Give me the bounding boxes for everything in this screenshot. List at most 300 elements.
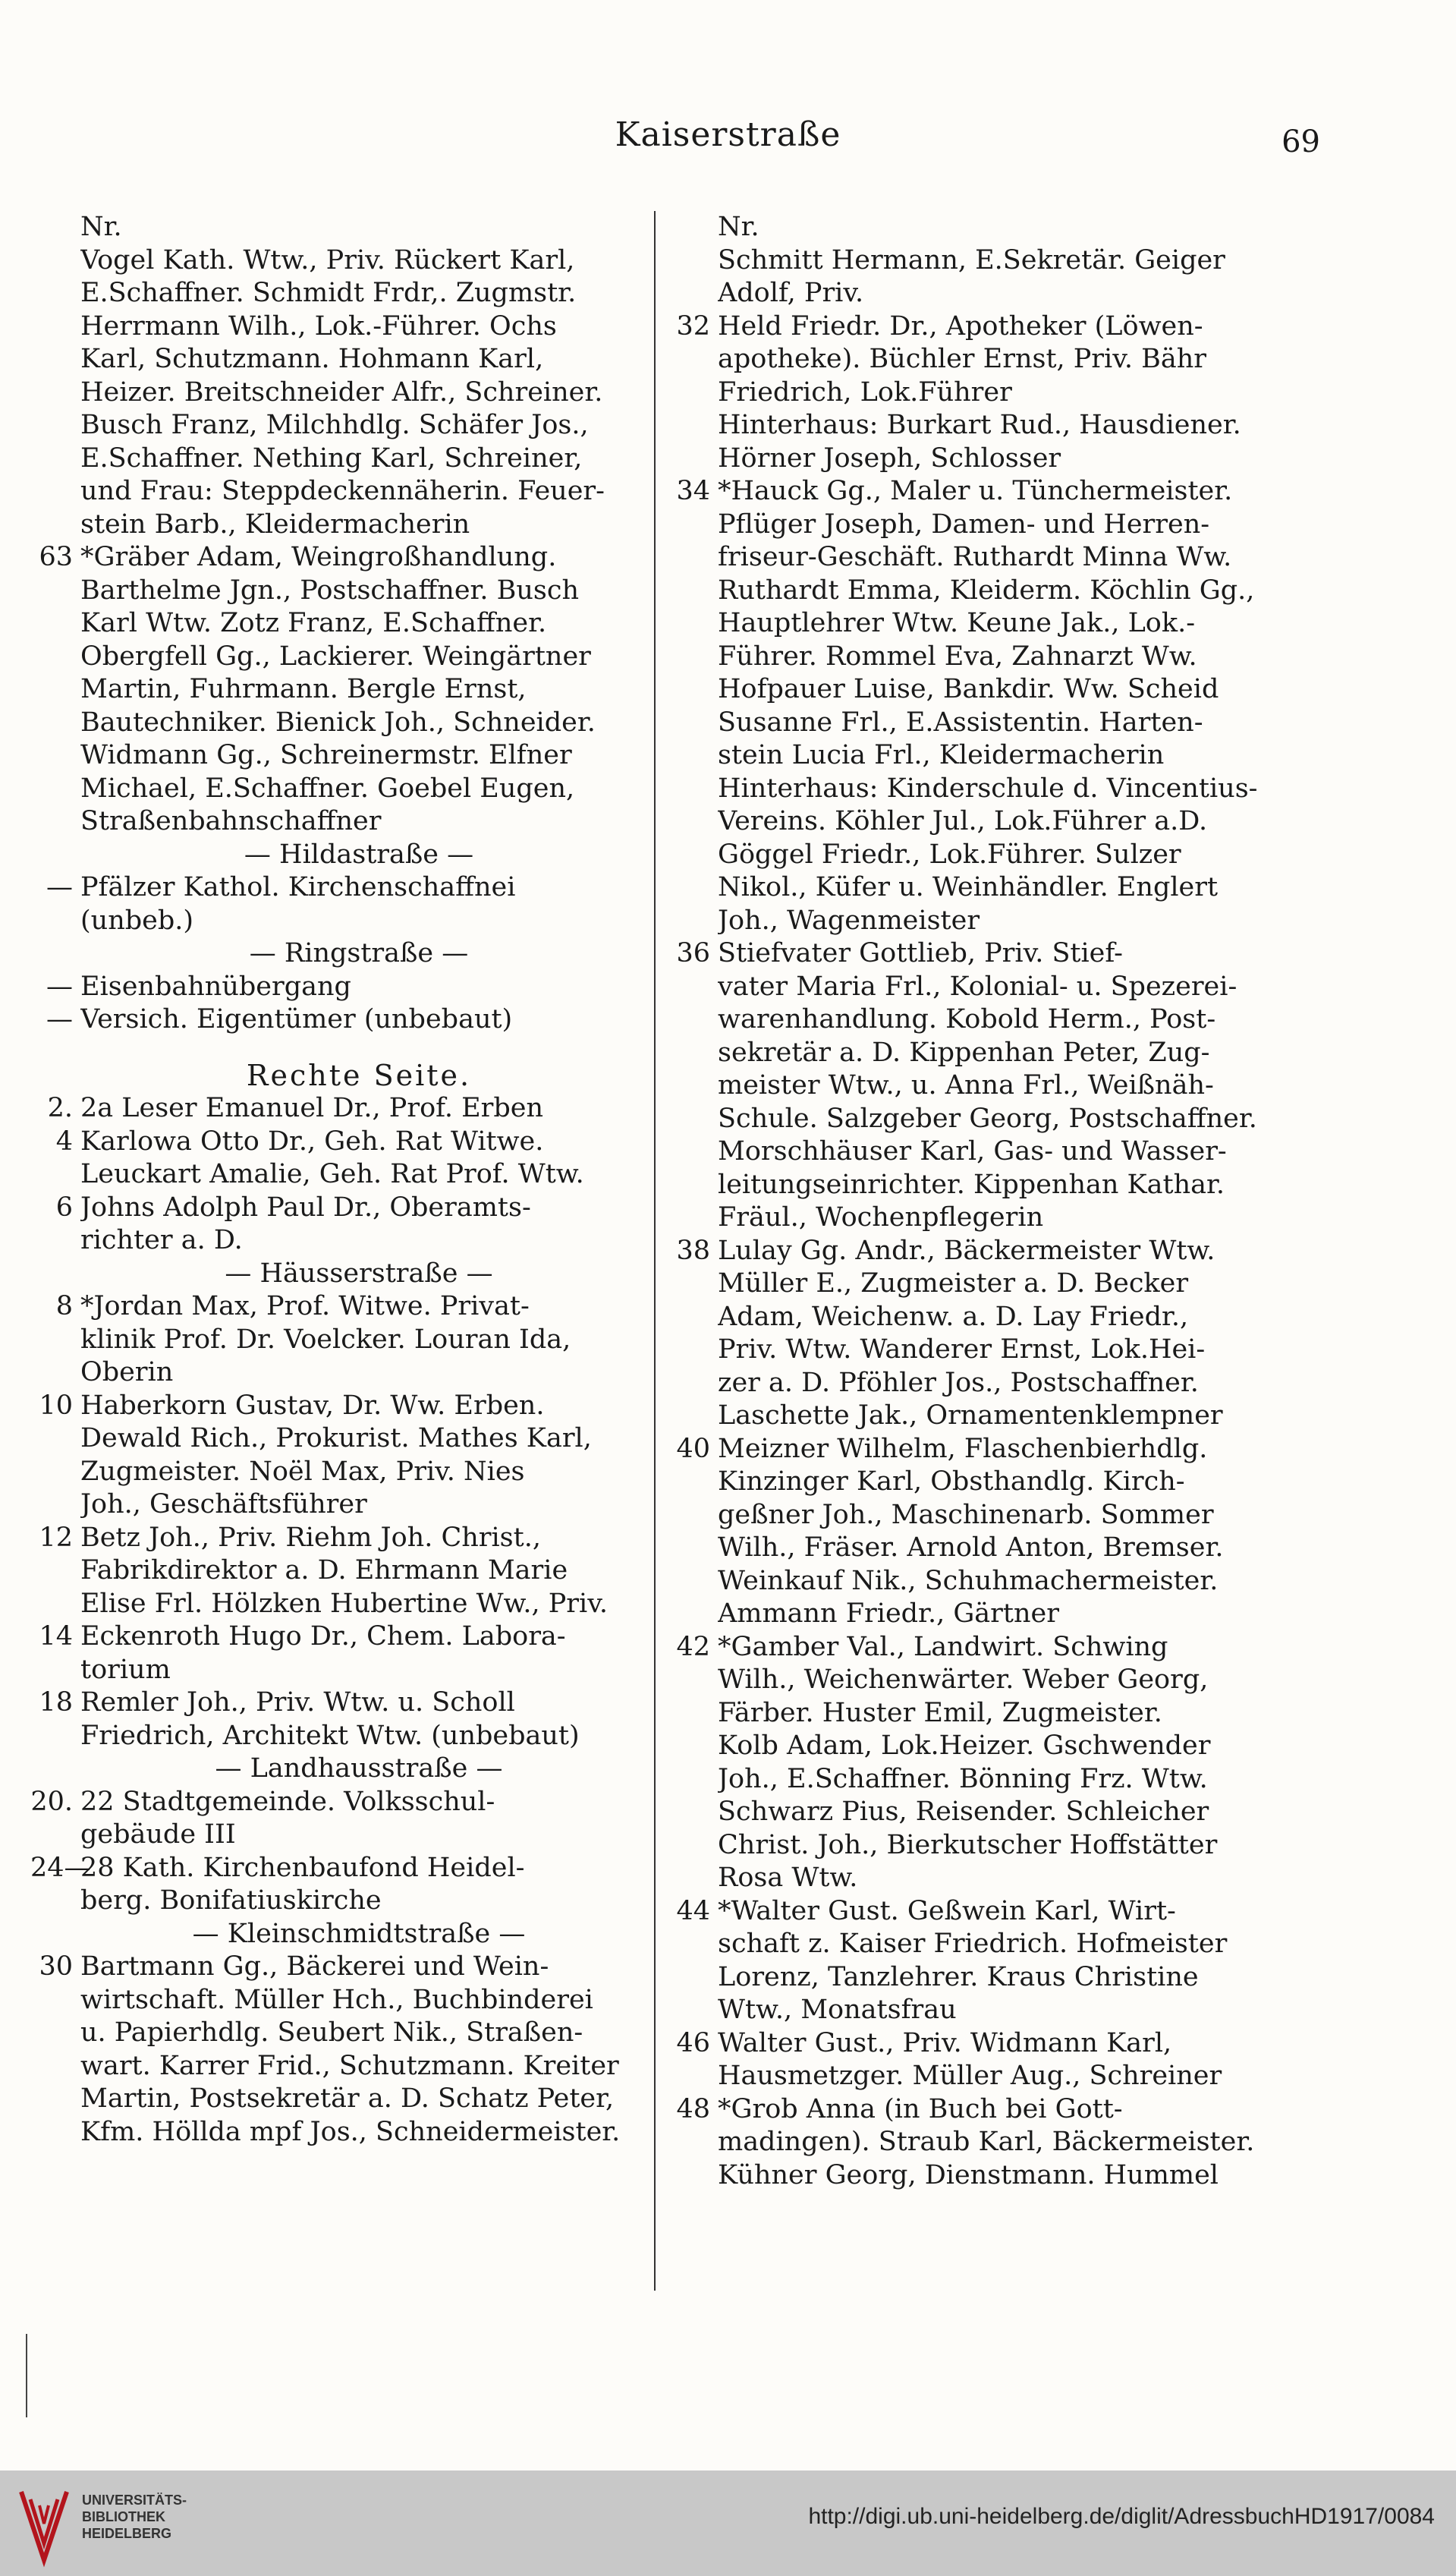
directory-line: [668, 376, 1297, 410]
entry-text: *Gräber Adam, Weingroßhandlung.: [80, 542, 557, 572]
street-heading: [30, 1752, 637, 1786]
directory-line: [30, 1003, 637, 1037]
directory-line: [668, 2126, 1297, 2159]
house-number: 40: [676, 1433, 710, 1464]
entry-text: Schule. Salzgeber Georg, Postschaffner.: [718, 1103, 1257, 1134]
directory-line: [30, 541, 637, 575]
directory-line: [668, 442, 1297, 476]
entry-text: Christ. Joh., Bierkutscher Hoffstätter: [718, 1829, 1218, 1860]
house-number: [30, 211, 80, 244]
directory-line: [668, 1829, 1297, 1863]
house-number: [668, 1664, 718, 1697]
house-number: [30, 475, 80, 509]
house-number: [30, 1356, 80, 1390]
left-column: [30, 211, 637, 2149]
house-number: [30, 739, 80, 773]
house-number: [668, 1928, 718, 1961]
house-number: [668, 575, 718, 608]
house-number: [30, 244, 80, 278]
house-number: [668, 673, 718, 707]
house-number: [668, 641, 718, 674]
directory-line: [668, 1895, 1297, 1929]
entry-text: Haberkorn Gustav, Dr. Ww. Erben.: [80, 1390, 545, 1421]
house-number: [668, 1103, 718, 1136]
entry-text: Rosa Wtw.: [718, 1863, 858, 1893]
entry-text: sekretär a. D. Kippenhan Peter, Zug-: [718, 1037, 1210, 1068]
entry-text: — Landhausstraße —: [215, 1753, 503, 1784]
entry-text: wirtschaft. Müller Hch., Buchbinderei: [80, 1984, 593, 2015]
directory-line: [668, 1069, 1297, 1103]
entry-text: Heizer. Breitschneider Alfr., Schreiner.: [80, 376, 603, 408]
directory-line: [30, 442, 637, 476]
house-number: [668, 1796, 718, 1829]
house-number: [668, 409, 718, 442]
directory-line: [30, 971, 637, 1004]
directory-line: [30, 1192, 637, 1225]
directory-line: [30, 1224, 637, 1258]
entry-text: *Grob Anna (in Buch bei Gott-: [718, 2093, 1123, 2124]
entry-text: Busch Franz, Milchhdlg. Schäfer Jos.,: [80, 410, 589, 440]
house-number: [30, 343, 80, 376]
directory-line: [30, 1522, 637, 1555]
house-number: [30, 2017, 80, 2050]
house-number: [668, 1169, 718, 1202]
entry-text: Walter Gust., Priv. Widmann Karl,: [718, 2027, 1172, 2058]
spacer: [30, 1037, 637, 1060]
entry-text: Susanne Frl., E.Assistentin. Harten-: [718, 707, 1203, 738]
entry-text: — Kleinschmidtstraße —: [192, 1918, 526, 1949]
directory-line: [30, 211, 637, 244]
entry-text: Pfälzer Kathol. Kirchenschaffnei: [80, 872, 516, 902]
entry-text: Wilh., Weichenwärter. Weber Georg,: [718, 1664, 1209, 1695]
house-number: 32: [676, 310, 710, 342]
house-number: [668, 2159, 718, 2193]
entry-text: Friedrich, Lok.Führer: [718, 376, 1012, 408]
directory-line: [30, 1422, 637, 1456]
entry-text: Färber. Huster Emil, Zugmeister.: [718, 1697, 1162, 1728]
house-number: [668, 1532, 718, 1565]
entry-text: Wtw., Monatsfrau: [718, 1995, 957, 2025]
directory-line: [668, 607, 1297, 641]
side-heading: [30, 1060, 637, 1093]
directory-line: [30, 575, 637, 608]
directory-line: [668, 1103, 1297, 1136]
directory-line: [30, 1126, 637, 1159]
directory-line: [668, 575, 1297, 608]
house-number: [30, 1918, 80, 1951]
source-url-link[interactable]: http://digi.ub.uni-heidelberg.de/diglit/AdressbuchHD1917/0084: [808, 2504, 1435, 2529]
entry-text: Eisenbahnübergang: [80, 971, 351, 1002]
house-number: [668, 1334, 718, 1367]
house-number: [30, 442, 80, 476]
entry-text: Oberin: [80, 1357, 174, 1387]
entry-text: E.Schaffner. Nething Karl, Schreiner,: [80, 442, 583, 474]
house-number: [30, 1819, 80, 1852]
house-number: 42: [676, 1631, 710, 1662]
entry-text: 2a Leser Emanuel Dr., Prof. Erben: [80, 1093, 544, 1123]
house-number: [668, 1268, 718, 1301]
entry-text: madingen). Straub Karl, Bäckermeister.: [718, 2127, 1255, 2157]
house-number: [668, 1037, 718, 1070]
directory-line: [30, 1951, 637, 1984]
directory-line: [30, 739, 637, 773]
library-name-line: HEIDELBERG: [82, 2526, 172, 2541]
directory-line: [30, 1356, 637, 1390]
entry-text: Bartmann Gg., Bäckerei und Wein-: [80, 1951, 549, 1982]
directory-line: [668, 1334, 1297, 1367]
directory-line: [668, 1301, 1297, 1334]
directory-line: [30, 1819, 637, 1852]
directory-line: [30, 310, 637, 344]
entry-text: Hörner Joseph, Schlosser: [718, 442, 1061, 474]
house-number: [30, 1224, 80, 1258]
entry-text: friseur-Geschäft. Ruthardt Minna Ww.: [718, 542, 1232, 572]
entry-text: Kinzinger Karl, Obsthandlg. Kirch-: [718, 1466, 1185, 1497]
directory-line: [668, 1763, 1297, 1797]
entry-text: Zugmeister. Noël Max, Priv. Nies: [80, 1456, 525, 1487]
directory-line: [30, 641, 637, 674]
house-number: [30, 673, 80, 707]
house-number: 4: [55, 1126, 73, 1157]
entry-text: Nr.: [718, 212, 759, 242]
entry-text: Kfm. Höllda mpf Jos., Schneidermeister.: [80, 2116, 621, 2147]
house-number: [668, 707, 718, 740]
directory-line: [30, 1654, 637, 1687]
entry-text: Fabrikdirektor a. D. Ehrmann Marie: [80, 1555, 568, 1586]
house-number: [30, 310, 80, 344]
entry-text: — Ringstraße —: [249, 938, 469, 968]
house-number: [30, 1720, 80, 1753]
house-number: [30, 1885, 80, 1918]
entry-text: leitungseinrichter. Kippenhan Kathar.: [718, 1169, 1225, 1200]
directory-line: [668, 277, 1297, 310]
house-number: [668, 773, 718, 806]
house-number: 44: [676, 1895, 710, 1926]
entry-text: warenhandlung. Kobold Herm., Post-: [718, 1004, 1216, 1034]
directory-line: [668, 2060, 1297, 2093]
entry-text: Joh., E.Schaffner. Bönning Frz. Wtw.: [718, 1763, 1208, 1794]
directory-line: [30, 2017, 637, 2050]
house-number: 12: [39, 1522, 73, 1553]
house-number: [30, 1037, 80, 1060]
house-number: 34: [676, 476, 710, 506]
directory-line: [30, 1456, 637, 1489]
directory-line: [668, 1961, 1297, 1995]
directory-line: [30, 1686, 637, 1720]
directory-line: [668, 2027, 1297, 2061]
entry-text: *Walter Gust. Geßwein Karl, Wirt-: [718, 1895, 1176, 1926]
house-number: [668, 1697, 718, 1730]
entry-text: — Häusserstraße —: [225, 1258, 493, 1289]
entry-text: Betz Joh., Priv. Riehm Joh. Christ.,: [80, 1522, 541, 1553]
house-number: [668, 1862, 718, 1895]
directory-line: [668, 707, 1297, 740]
directory-line: [668, 1928, 1297, 1961]
street-heading: [30, 1258, 637, 1291]
entry-text: wart. Karrer Frid., Schutzmann. Kreiter: [80, 2050, 619, 2081]
directory-line: [668, 839, 1297, 872]
entry-text: zer a. D. Pföhler Jos., Postschaffner.: [718, 1367, 1199, 1398]
house-number: [30, 1060, 80, 1093]
directory-line: [668, 937, 1297, 971]
margin-mark: [26, 2334, 27, 2417]
entry-text: Joh., Geschäftsführer: [80, 1489, 367, 1519]
directory-line: [668, 1003, 1297, 1037]
entry-text: Michael, E.Schaffner. Goebel Eugen,: [80, 773, 575, 804]
house-number: 48: [676, 2093, 710, 2124]
house-number: [30, 905, 80, 938]
house-number: 36: [676, 938, 710, 968]
directory-line: [668, 1664, 1297, 1697]
directory-line: [30, 1984, 637, 2017]
house-number: [30, 641, 80, 674]
entry-text: Barthelme Jgn., Postschaffner. Busch: [80, 575, 580, 606]
entry-text: Adolf, Priv.: [718, 278, 864, 308]
street-heading: [30, 1918, 637, 1951]
right-column: [668, 211, 1297, 2192]
directory-line: [668, 1433, 1297, 1466]
house-number: [30, 1158, 80, 1192]
entry-text: Adam, Weichenw. a. D. Lay Friedr.,: [718, 1301, 1189, 1332]
directory-line: [668, 641, 1297, 674]
house-number: [668, 1829, 718, 1863]
entry-text: Karl Wtw. Zotz Franz, E.Schaffner.: [80, 608, 547, 638]
entry-text: Priv. Wtw. Wanderer Ernst, Lok.Hei-: [718, 1334, 1206, 1365]
entry-text: Remler Joh., Priv. Wtw. u. Scholl: [80, 1687, 515, 1718]
entry-text: vater Maria Frl., Kolonial- u. Spezerei-: [718, 971, 1237, 1002]
house-number: [668, 509, 718, 542]
entry-text: Karlowa Otto Dr., Geh. Rat Witwe.: [80, 1126, 544, 1157]
entry-text: Martin, Fuhrmann. Bergle Ernst,: [80, 674, 527, 704]
entry-text: Hinterhaus: Burkart Rud., Hausdiener.: [718, 410, 1241, 440]
directory-line: [30, 2050, 637, 2083]
house-number: 6: [55, 1192, 73, 1223]
entry-text: stein Lucia Frl., Kleidermacherin: [718, 740, 1165, 770]
directory-line: [30, 1324, 637, 1357]
house-number: [668, 1367, 718, 1400]
directory-line: [668, 1135, 1297, 1169]
entry-text: — Hildastraße —: [244, 839, 474, 870]
house-number: 8: [55, 1291, 73, 1321]
entry-text: Widmann Gg., Schreinermstr. Elfner: [80, 740, 572, 770]
directory-line: [30, 1158, 637, 1192]
house-number: [30, 1752, 80, 1786]
directory-line: [668, 1862, 1297, 1895]
entry-text: Führer. Rommel Eva, Zahnarzt Ww.: [718, 641, 1197, 672]
entry-text: Laschette Jak., Ornamentenklempner: [718, 1400, 1223, 1431]
house-number: [668, 1730, 718, 1763]
street-heading: [30, 839, 637, 872]
entry-text: geßner Joh., Maschinenarb. Sommer: [718, 1499, 1214, 1530]
house-number: [668, 1763, 718, 1797]
entry-text: Bautechniker. Bienick Joh., Schneider.: [80, 707, 596, 738]
house-number: 2.: [47, 1093, 73, 1123]
house-number: [668, 839, 718, 872]
directory-line: [30, 673, 637, 707]
house-number: 10: [39, 1390, 73, 1421]
page-number: 69: [1281, 124, 1320, 159]
entry-text: schaft z. Kaiser Friedrich. Hofmeister: [718, 1929, 1228, 1959]
directory-line: [668, 244, 1297, 278]
directory-line: [30, 277, 637, 310]
directory-line: [668, 1400, 1297, 1433]
entry-text: Göggel Friedr., Lok.Führer. Sulzer: [718, 839, 1181, 870]
house-number: [668, 244, 718, 278]
house-number: [30, 707, 80, 740]
house-number: [668, 871, 718, 905]
directory-line: [668, 905, 1297, 938]
directory-line: [668, 1499, 1297, 1532]
house-number: [30, 376, 80, 410]
directory-line: [30, 2083, 637, 2116]
directory-line: [30, 376, 637, 410]
house-number: [668, 277, 718, 310]
house-number: 20.: [30, 1786, 73, 1817]
page-header-title: Kaiserstraße: [615, 115, 841, 154]
directory-line: [668, 1994, 1297, 2027]
directory-line: [30, 1786, 637, 1819]
house-number: [30, 937, 80, 971]
entry-text: 28 Kath. Kirchenbaufond Heidel-: [80, 1852, 525, 1883]
directory-line: [30, 1720, 637, 1753]
library-logo-icon: [14, 2484, 74, 2568]
directory-line: [668, 310, 1297, 344]
entry-text: gebäude III: [80, 1819, 236, 1850]
house-number: [668, 1003, 718, 1037]
entry-text: Meizner Wilhelm, Flaschenbierhdlg.: [718, 1433, 1208, 1464]
entry-text: meister Wtw., u. Anna Frl., Weißnäh-: [718, 1070, 1214, 1101]
house-number: 18: [39, 1687, 73, 1718]
directory-line: [668, 2159, 1297, 2193]
directory-line: [30, 607, 637, 641]
directory-line: [668, 871, 1297, 905]
house-number: [30, 1654, 80, 1687]
entry-text: Versich. Eigentümer (unbebaut): [80, 1004, 513, 1034]
column-divider: [654, 211, 656, 2291]
entry-text: Stiefvater Gottlieb, Priv. Stief-: [718, 938, 1123, 968]
entry-text: Hauptlehrer Wtw. Keune Jak., Lok.-: [718, 608, 1196, 638]
house-number: [30, 1984, 80, 2017]
house-number: 46: [676, 2027, 710, 2058]
entry-text: [80, 1037, 637, 1060]
entry-text: Nikol., Küfer u. Weinhändler. Englert: [718, 872, 1219, 902]
directory-line: [668, 1631, 1297, 1664]
house-number: [668, 1135, 718, 1169]
viewer-footer: [0, 2471, 1456, 2576]
house-number: [668, 1466, 718, 1499]
house-number: [668, 1994, 718, 2027]
directory-line: [30, 343, 637, 376]
entry-text: *Jordan Max, Prof. Witwe. Privat-: [80, 1291, 530, 1321]
house-number: [668, 211, 718, 244]
entry-text: Ammann Friedr., Gärtner: [718, 1598, 1059, 1629]
house-number: [668, 442, 718, 476]
house-number: [30, 607, 80, 641]
entry-text: Nr.: [80, 212, 122, 242]
entry-text: Hinterhaus: Kinderschule d. Vincentius-: [718, 773, 1258, 804]
directory-line: [668, 1037, 1297, 1070]
entry-text: Schwarz Pius, Reisender. Schleicher: [718, 1797, 1209, 1827]
entry-text: stein Barb., Kleidermacherin: [80, 509, 470, 540]
entry-text: torium: [80, 1654, 171, 1685]
entry-text: Herrmann Wilh., Lok.-Führer. Ochs: [80, 310, 557, 342]
library-name: [82, 2492, 187, 2542]
house-number: [30, 1422, 80, 1456]
library-name-line: BIBLIOTHEK: [82, 2509, 165, 2524]
directory-line: [668, 475, 1297, 509]
entry-text: Pflüger Joseph, Damen- und Herren-: [718, 509, 1210, 540]
directory-line: [30, 244, 637, 278]
house-number: 24—: [30, 1852, 91, 1883]
directory-line: [30, 475, 637, 509]
entry-text: Elise Frl. Hölzken Hubertine Ww., Priv.: [80, 1588, 608, 1619]
house-number: [668, 376, 718, 410]
entry-text: *Gamber Val., Landwirt. Schwing: [718, 1631, 1168, 1662]
entry-text: *Hauck Gg., Maler u. Tünchermeister.: [718, 476, 1233, 506]
directory-line: [30, 871, 637, 905]
directory-line: [668, 1565, 1297, 1598]
house-number: [668, 2060, 718, 2093]
house-number: [30, 1258, 80, 1291]
entry-text: Ruthardt Emma, Kleiderm. Köchlin Gg.,: [718, 575, 1255, 606]
house-number: [30, 2050, 80, 2083]
entry-text: Schmitt Hermann, E.Sekretär. Geiger: [718, 244, 1225, 276]
directory-line: [668, 1532, 1297, 1565]
entry-text: Rechte Seite.: [246, 1059, 472, 1092]
directory-line: [668, 673, 1297, 707]
entry-text: Leuckart Amalie, Geh. Rat Prof. Wtw.: [80, 1159, 584, 1189]
house-number: [668, 971, 718, 1004]
street-heading: [30, 937, 637, 971]
house-number: —: [46, 872, 73, 902]
house-number: [30, 1324, 80, 1357]
directory-line: [30, 1588, 637, 1621]
entry-text: apotheke). Büchler Ernst, Priv. Bähr: [718, 344, 1206, 374]
directory-line: [30, 1290, 637, 1324]
entry-text: Martin, Postsekretär a. D. Schatz Peter,: [80, 2083, 615, 2114]
entry-text: klinik Prof. Dr. Voelcker. Louran Ida,: [80, 1324, 571, 1355]
directory-line: [30, 509, 637, 542]
house-number: [30, 277, 80, 310]
house-number: [30, 409, 80, 442]
house-number: —: [46, 1004, 73, 1034]
house-number: [668, 2126, 718, 2159]
house-number: 30: [39, 1951, 73, 1982]
directory-line: [668, 773, 1297, 806]
directory-line: [668, 1598, 1297, 1631]
directory-line: [30, 2116, 637, 2149]
house-number: [30, 2116, 80, 2149]
directory-line: [668, 1268, 1297, 1301]
entry-text: Vereins. Köhler Jul., Lok.Führer a.D.: [718, 806, 1208, 836]
directory-line: [30, 409, 637, 442]
entry-text: Held Friedr. Dr., Apotheker (Löwen-: [718, 310, 1203, 342]
directory-line: [30, 1554, 637, 1588]
library-name-line: UNIVERSITÄTS-: [82, 2493, 187, 2508]
entry-text: Morschhäuser Karl, Gas- und Wasser-: [718, 1136, 1227, 1167]
house-number: [668, 739, 718, 773]
directory-line: [668, 409, 1297, 442]
entry-text: Hausmetzger. Müller Aug., Schreiner: [718, 2061, 1222, 2091]
house-number: [30, 575, 80, 608]
house-number: [668, 805, 718, 839]
entry-text: Joh., Wagenmeister: [718, 905, 980, 936]
house-number: 63: [39, 542, 73, 572]
directory-line: [668, 1367, 1297, 1400]
house-number: [668, 343, 718, 376]
house-number: [668, 1069, 718, 1103]
entry-text: Weinkauf Nik., Schuhmachermeister.: [718, 1565, 1219, 1596]
